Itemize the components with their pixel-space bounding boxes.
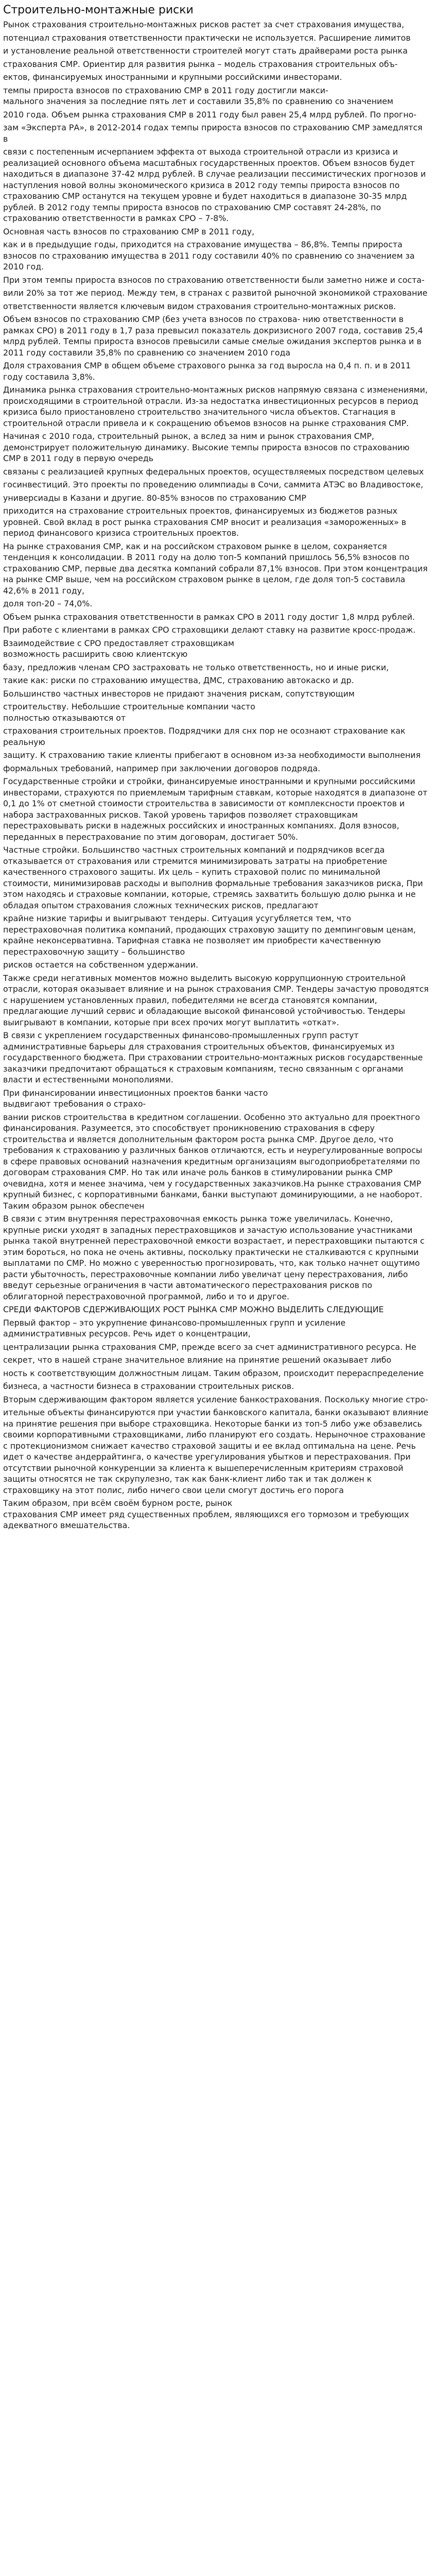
paragraph: ответственности является ключевым видом страхования строительно-монтажных рисков. — [3, 301, 396, 311]
paragraph: Большинство частных инвесторов не придают значения рискам, сопутствующим — [3, 688, 355, 699]
paragraph: В связи с этим внутренняя перестраховочная емкость рынка тоже увеличилась. Конечно, крупные риски уходят в западных перестраховщиков и зачастую использование участниками рынка такой внутренней перестраховочной емкости возрастает, и перестраховщики пытаются с этим бороться, но пока не очень активны, поскольку практически не сталкиваются с крупными выплатами по СМР. Но можно с уверенностью прогнозировать, что, как только начнет ощутимо расти убыточность, перестраховочные компании либо увеличат цену перестрахования, либо введут серьезные ограничения в части автоматического перестрахования рисков по облигаторной перестраховочной программой, либо и то и другое. — [3, 1214, 425, 1301]
paragraph: Вторым сдерживающим фактором является усиление банкострахования. Поскольку многие стро- — [3, 1394, 428, 1404]
article-body — [3, 19, 429, 1531]
paragraph: доля топ-20 – 74,0%. — [3, 599, 93, 608]
paragraph: как и в предыдущие годы, приходится на страхование имущества – 86,8%. Темпы прироста взносов по страхованию имущества в 2011 году составили 40% по сравнению со значением за 2010 год. — [3, 240, 415, 272]
paragraph: страхования СМР. Ориентир для развития рынка – модель страхования строительных объ- — [3, 59, 398, 69]
paragraph: строительству. Небольшие строительные компании часто полностью отказываются от — [3, 702, 255, 723]
paragraph: СРЕДИ ФАКТОРОВ СДЕРЖИВАЮЩИХ РОСТ РЫНКА СМР МОЖНО ВЫДЕЛИТЬ СЛЕДУЮЩИЕ — [3, 1304, 384, 1314]
paragraph: приходится на страхование строительных проектов, финансируемых из бюджетов разных уровней. Свой вклад в рост рынка страхования СМР вносит и реализация «замороженных» в период финансового кризиса строительных проектов. — [3, 506, 407, 538]
paragraph: и установление реальной ответственности строителей могут стать драйверами роста рынка — [3, 46, 408, 56]
paragraph: Государственные стройки и стройки, финансируемые иностранными и крупными российскими инвесторами, страхуются по приемлемым тарифным ставкам, которые находятся в диапазоне от 0,1 до 1% от сметной стоимости строительства в зависимости от комплексности проектов и набора застрахованных рисков. Такой уровень тарифов позволяет страховщикам перестраховывать риски в надежных российских и иностранных компаниях. Доля взносов, переданных в перестрахование по этим договорам, достигает 50%. — [3, 776, 428, 842]
paragraph: Взаимодействие с СРО предоставляет страховщикам возможность расширить свою клиентскую — [3, 638, 234, 659]
paragraph: Частные стройки. Большинство частных строительных компаний и подрядчиков всегда отказывается от страхования или стремится минимизировать затраты на приобретение качественного страхового защиты. Их цель – купить страховой полис по минимальной стоимости, минимизировав расходы и выполнив формальные требования заказчиков риска, При этом находясь и страховые компании, которые, стремясь захватить большую долю рынка и не обладая опытом страхования сложных технических рисков, предлагают — [3, 845, 423, 910]
paragraph: базу, предложив членам СРО застраховать не только ответственность, но и иные риски, — [3, 662, 389, 672]
paragraph: страхования строительных проектов. Подрядчики для снх пор не осознают страхование как реальную — [3, 726, 406, 747]
paragraph: Начиная с 2010 года, строительный рынок, а вслед за ним и рынок страхования СМР, демонстрирует положительную динамику. Высокие темпы прироста взносов по страхованию СМР в 2011 году в первую очередь — [3, 431, 410, 463]
paragraph: бизнеса, а частности бизнеса в страховании строительных рисков. — [3, 1381, 294, 1391]
paragraph: такие как: риски по страхованию имущества, ДМС, страхованию автокаско и др. — [3, 675, 354, 685]
paragraph: Динамика рынка страхования строительно-монтажных рисков напрямую связана с изменениями, происходящими в строительной отрасли. Из-за недостатка инвестиционных ресурсов в период кризиса было приостановлено строительство значительного числа объектов. Стагнация в строительной отрасли привела и к сокращению объемов взносов на рынке страхования СМР. — [3, 385, 428, 428]
paragraph: ектов, финансируемых иностранными и крупными российскими инвесторами. — [3, 72, 342, 82]
paragraph: ность к соответствующим должностным лицам. Таким образом, происходит перераспределение — [3, 1368, 424, 1378]
paragraph: Первый фактор – это укрупнение финансово-промышленных групп и усиление административных ресурсов. Речь идет о концентрации, — [3, 1317, 346, 1338]
paragraph: темпы прироста взносов по страхованию СМР в 2011 году достигли макси- мального значения за последние пять лет и составили 35,8% по сравнению со значением — [3, 85, 393, 106]
paragraph: Также среди негативных моментов можно выделить высокую коррупционную строительной отрасли, которая оказывает влияние и на рынок страхования СМР. Тендеры зачастую проводятся с нарушением установленных правил, победителями не всегда становятся компании, предлагающие лучший сервис и обладающие высокой финансовой устойчивостью. Тендеры выигрывают в компании, которые при всех прочих могут выплатить «откат». — [3, 973, 429, 1027]
paragraph: защиту. К страхованию такие клиенты прибегают в основном из-за необходимости выполнения — [3, 750, 421, 760]
paragraph: потенциал страхования ответственности практически не используется. Расширение лимитов — [3, 32, 411, 43]
paragraph: Рынок страхования строительно-монтажных рисков растет за счет страхования имущества, — [3, 20, 405, 29]
paragraph: госинвестиций. Это проекты по проведению олимпиады в Сочи, саммита АТЭС во Владивостоке, — [3, 480, 424, 489]
paragraph: Основная часть взносов по страхованию СМР в 2011 году, — [3, 226, 255, 236]
paragraph: вании рисков строительства в кредитном соглашении. Особенно это актуально для проектного финансирования. Разумеется, это способствует проникновению страхования в сферу строительства и является дополнительным фактором роста рынка СМР. Другое дело, что требования к страхованию у различных банков отличаются, есть и неурегулированные вопросы в сфере правовых оснований назначения кредитным организациям выгодоприобретателями по договорам страхования СМР. Но так или иначе роль банков в стимулировании рынка СМР очевидна, хотя и менее значима, чем у государственных заказчиков.На рынке страхования СМР крупный бизнес, с корпоративными банками, банки выступают доминирующими, а не наоборот. Таким образом рынок обеспечен — [3, 1112, 423, 1211]
paragraph: формальных требований, например при заключении договоров подряда. — [3, 763, 321, 773]
paragraph: вили 20% за тот же период. Между тем, в странах с развитой рыночной экономикой страхование — [3, 288, 428, 298]
paragraph: связаны с реализацией крупных федеральных проектов, осуществляемых посредством целевых — [3, 466, 424, 477]
paragraph: централизации рынка страхования СМР, прежде всего за счет административного ресурса. Не — [3, 1342, 416, 1352]
paragraph: ительные объекты финансируются при участии банковского капитала, банки оказывают влияние на принятие решения при выборе страховщика. Некоторые банки из топ-5 либо уже обзавелись своими корпоративными страховщиками, либо планируют его создать. Нерыночное страхование с протекционизмом снижает качество страховой защиты и ее вклад оптимальна на цене. Речь идет о качестве андеррайтинга, о качестве урегулирования убытков и перестрахования. При отсутствии рыночной конкуренции за клиента к вышеперечисленным критериям страховой защиты относятся не так скрупулезно, так как банк-клиент либо так и так должен к страховщику на этот полис, либо ничего свои цели смогут достичь его порога — [3, 1408, 429, 1495]
paragraph: Объем рынка страхования ответственности в рамках СРО в 2011 году достиг 1,8 млрд рублей. — [3, 612, 415, 622]
paragraph: рисков остается на собственном удержании. — [3, 960, 198, 970]
paragraph: При финансировании инвестиционных проектов банки часто выдвигают требования о страхо- — [3, 1088, 268, 1109]
paragraph: Доля страхования СМР в общем объеме страхового рынка за год выросла на 0,4 п. п. и в 2011 году составила 3,8%. — [3, 361, 411, 382]
paragraph: В связи с укреплением государственных финансово-промышленных групп растут административные барьеры для страхования строительных объектов, финансируемых из государственного бюджета. При страховании строительно-монтажных рисков государственные заказчики предпочитают обращаться к страховым компаниям, тесно связанным с органами власти и естественными монополиями. — [3, 1030, 423, 1084]
paragraph: крайне низкие тарифы и выигрывают тендеры. Ситуация усугубляется тем, что перестраховочная политика компаний, продающих страховую защиту по демпинговым ценам, крайне неконсервативна. Тарифная ставка не позволяет им приобрести качественную перестраховочную защиту – большинство — [3, 913, 416, 957]
paragraph: При работе с клиентами в рамках СРО страховщики делают ставку на развитие кросс-продаж. — [3, 625, 416, 635]
article-title: Строительно-монтажные риски — [3, 4, 194, 16]
paragraph: Таким образом, при всём своём бурном росте, рынок страхования СМР имеет ряд существенных проблем, являющихся его тормозом и требующих адекватного вмешательства. — [3, 1498, 409, 1530]
paragraph: секрет, что в нашей стране значительное влияние на принятие решений оказывает либо — [3, 1355, 392, 1365]
paragraph: зам «Эксперта РА», в 2012-2014 годах темпы прироста взносов по страхованию СМР замедлятся в — [3, 123, 423, 144]
paragraph: На рынке страхования СМР, как и на российском страховом рынке в целом, сохраняется тенденция к консолидации. В 2011 году на долю топ-5 компаний пришлось 56,5% взносов по страхованию СМР, первые два десятка компаний собрали 87,1% взносов. При этом концентрация на рынке СМР выше, чем на российском страховом рынке в целом, где доля топ-5 составила 42,6% в 2011 году, — [3, 541, 428, 596]
paragraph: 2010 года. Объем рынка страхования СМР в 2011 году был равен 25,4 млрд рублей. По прогно- — [3, 109, 417, 120]
paragraph: связи с постепенным исчерпанием эффекта от выхода строительной отрасли из кризиса и реализацией основного объема масштабных государственных проектов. Объем взносов будет находиться в диапазоне 37-42 млрд рублей. В случае реализации пессимистических прогнозов и наступления новой волны экономического кризиса в 2012 году темпы прироста взносов по страхованию СМР останутся на текущем уровне и будет находиться в диапазоне 30-35 млрд рублей. В 2012 году темпы прироста взносов по страхованию СМР составят 24-28%, по страхованию ответственности в рамках СРО – 7-8%. — [3, 147, 426, 223]
paragraph: Объем взносов по страхованию СМР (без учета взносов по страхова- нию ответственности в рамках СРО) в 2011 году в 1,7 раза превысил показатель докризисного 2007 года, составив 25,4 млрд рублей. Темпы прироста взносов превысили самые смелые ожидания экспертов рынка и в 2011 году составили 35,8% по сравнению со значением 2010 года — [3, 314, 423, 358]
paragraph: При этом темпы прироста взносов по страхованию ответственности были заметно ниже и соста- — [3, 275, 425, 285]
paragraph: универсиады в Казани и другие. 80-85% взносов по страхованию СМР — [3, 493, 306, 503]
